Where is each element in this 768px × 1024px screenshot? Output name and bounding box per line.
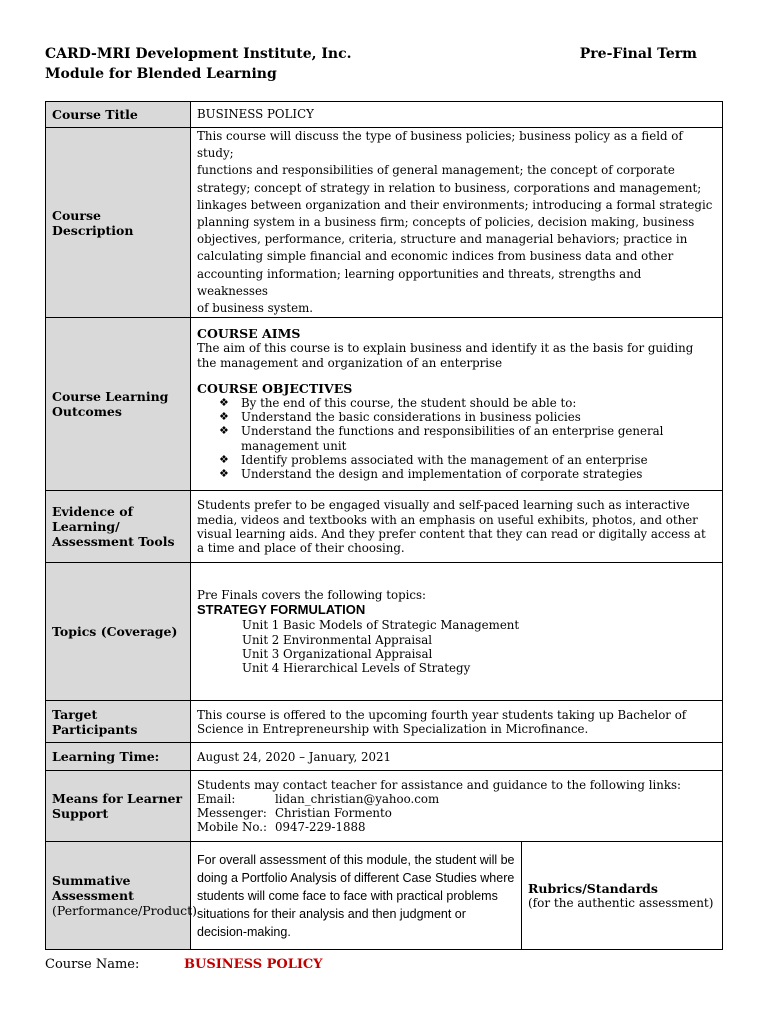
row-course-description [46, 128, 723, 318]
description-text [197, 128, 716, 317]
value-target: This course is offered to the upcoming fourth year students taking up Bachelor of Science in Entrepreneurship with Specialization in Microfinance. [191, 701, 723, 743]
contact-messenger [197, 806, 716, 820]
diamond-bullet-icon: ❖ [219, 452, 229, 466]
support-intro: Students may contact teacher for assistance and guidance to the following links: [197, 777, 682, 792]
row-support [46, 771, 723, 842]
objective-item [219, 410, 716, 424]
objectives-heading: COURSE OBJECTIVES [197, 380, 353, 396]
label-course-title: Course Title [46, 102, 191, 128]
description-line: functions and responsibilities of general management; the concept of corporate [197, 163, 675, 178]
value-summative: For overall assessment of this module, the student will be doing a Portfolio Analysis of different Case Studies where students will come face to face with practical problems situations for their analysis and then judgment or decision-making. [191, 842, 522, 950]
objective-item [219, 424, 716, 452]
value-learning-time: August 24, 2020 – January, 2021 [191, 743, 723, 771]
mobile-value: 0947-229-1888 [275, 820, 366, 835]
value-course-description [191, 128, 723, 318]
value-topics [191, 563, 723, 701]
label-support: Means for Learner Support [46, 771, 191, 842]
diamond-bullet-icon: ❖ [219, 410, 229, 424]
topics-intro: Pre Finals covers the following topics: [197, 588, 427, 603]
value-learning-outcomes [191, 318, 723, 491]
description-line: linkages between organization and their environments; introducing a formal strategic [197, 197, 713, 212]
objective-item [219, 467, 716, 481]
messenger-value: Christian Formento [275, 806, 392, 821]
row-summative [46, 842, 723, 950]
contact-email [197, 792, 716, 806]
description-line: accounting information; learning opportunities and threats, strengths and weaknesses [197, 266, 642, 298]
row-topics [46, 563, 723, 701]
label-topics: Topics (Coverage) [46, 563, 191, 701]
page-footer [45, 955, 445, 973]
course-name-value: BUSINESS POLICY [184, 957, 323, 972]
objective-text: Identify problems associated with the management of an enterprise [241, 452, 648, 467]
module-name: Module for Blended Learning [45, 66, 277, 82]
value-course-title: BUSINESS POLICY [191, 102, 723, 128]
description-line: of business system. [197, 301, 314, 316]
email-value: lidan_christian@yahoo.com [275, 792, 440, 807]
rubrics-title: Rubrics/Standards [528, 881, 658, 897]
objectives-list [197, 396, 716, 481]
row-evidence [46, 491, 723, 563]
objective-text: Understand the design and implementation of corporate strategies [241, 467, 643, 482]
contact-mobile [197, 820, 716, 834]
label-evidence: Evidence of Learning/ Assessment Tools [46, 491, 191, 563]
rubrics-subtitle: (for the authentic assessment) [528, 896, 714, 911]
diamond-bullet-icon: ❖ [219, 467, 229, 481]
rubrics-cell [522, 842, 723, 950]
description-line: strategy; concept of strategy in relation to business, corporations and management; [197, 180, 702, 195]
topics-heading: STRATEGY FORMULATION [197, 602, 366, 618]
org-name: CARD-MRI Development Institute, Inc. [45, 46, 352, 62]
objective-item [219, 396, 716, 410]
email-label: Email: [197, 792, 236, 807]
label-learning-outcomes: Course Learning Outcomes [46, 318, 191, 491]
objective-item [219, 453, 716, 467]
row-learning-time [46, 743, 723, 771]
topic-unit: Unit 4 Hierarchical Levels of Strategy [242, 661, 471, 676]
summative-label: Summative Assessment [52, 873, 134, 904]
description-line: objectives, performance, criteria, structure and managerial behaviors; practice in [197, 232, 688, 247]
row-learning-outcomes [46, 318, 723, 491]
row-course-title [46, 102, 723, 128]
objective-text: By the end of this course, the student should be able to: [241, 396, 577, 411]
course-name-label: Course Name: [45, 957, 140, 972]
value-support [191, 771, 723, 842]
row-target [46, 701, 723, 743]
value-evidence: Students prefer to be engaged visually and self-paced learning such as interactive media, videos and textbooks with an emphasis on useful exhibits, photos, and other visual learning aids. And they prefer content that they can read or digitally access at a time and place of their choosing. [191, 491, 723, 563]
objective-text: Understand the basic considerations in business policies [241, 410, 581, 425]
messenger-label: Messenger: [197, 806, 267, 821]
description-line: planning system in a business firm; concepts of policies, decision making, business [197, 215, 695, 230]
label-summative [46, 842, 198, 950]
objective-text: Understand the functions and responsibilities of an enterprise general management unit [241, 424, 664, 453]
topic-unit: Unit 2 Environmental Appraisal [242, 632, 433, 647]
diamond-bullet-icon: ❖ [219, 396, 229, 410]
diamond-bullet-icon: ❖ [219, 424, 229, 438]
course-info-table [45, 101, 723, 950]
topic-unit: Unit 1 Basic Models of Strategic Management [242, 618, 520, 633]
label-course-description: Course Description [46, 128, 191, 318]
term-label: Pre-Final Term [579, 46, 697, 62]
description-line: calculating simple financial and economic indices from business data and other [197, 249, 674, 264]
page-header [45, 44, 697, 84]
mobile-label: Mobile No.: [197, 820, 267, 835]
label-learning-time: Learning Time: [46, 743, 191, 771]
aims-heading: COURSE AIMS [197, 326, 301, 342]
topic-unit: Unit 3 Organizational Appraisal [242, 646, 433, 661]
aims-text: The aim of this course is to explain business and identify it as the basis for guiding the management and organization of an enterprise [197, 341, 694, 370]
summative-sublabel: (Performance/Product) [52, 903, 198, 919]
label-target: Target Participants [46, 701, 191, 743]
description-line: This course will discuss the type of business policies; business policy as a field of study; [197, 129, 683, 161]
